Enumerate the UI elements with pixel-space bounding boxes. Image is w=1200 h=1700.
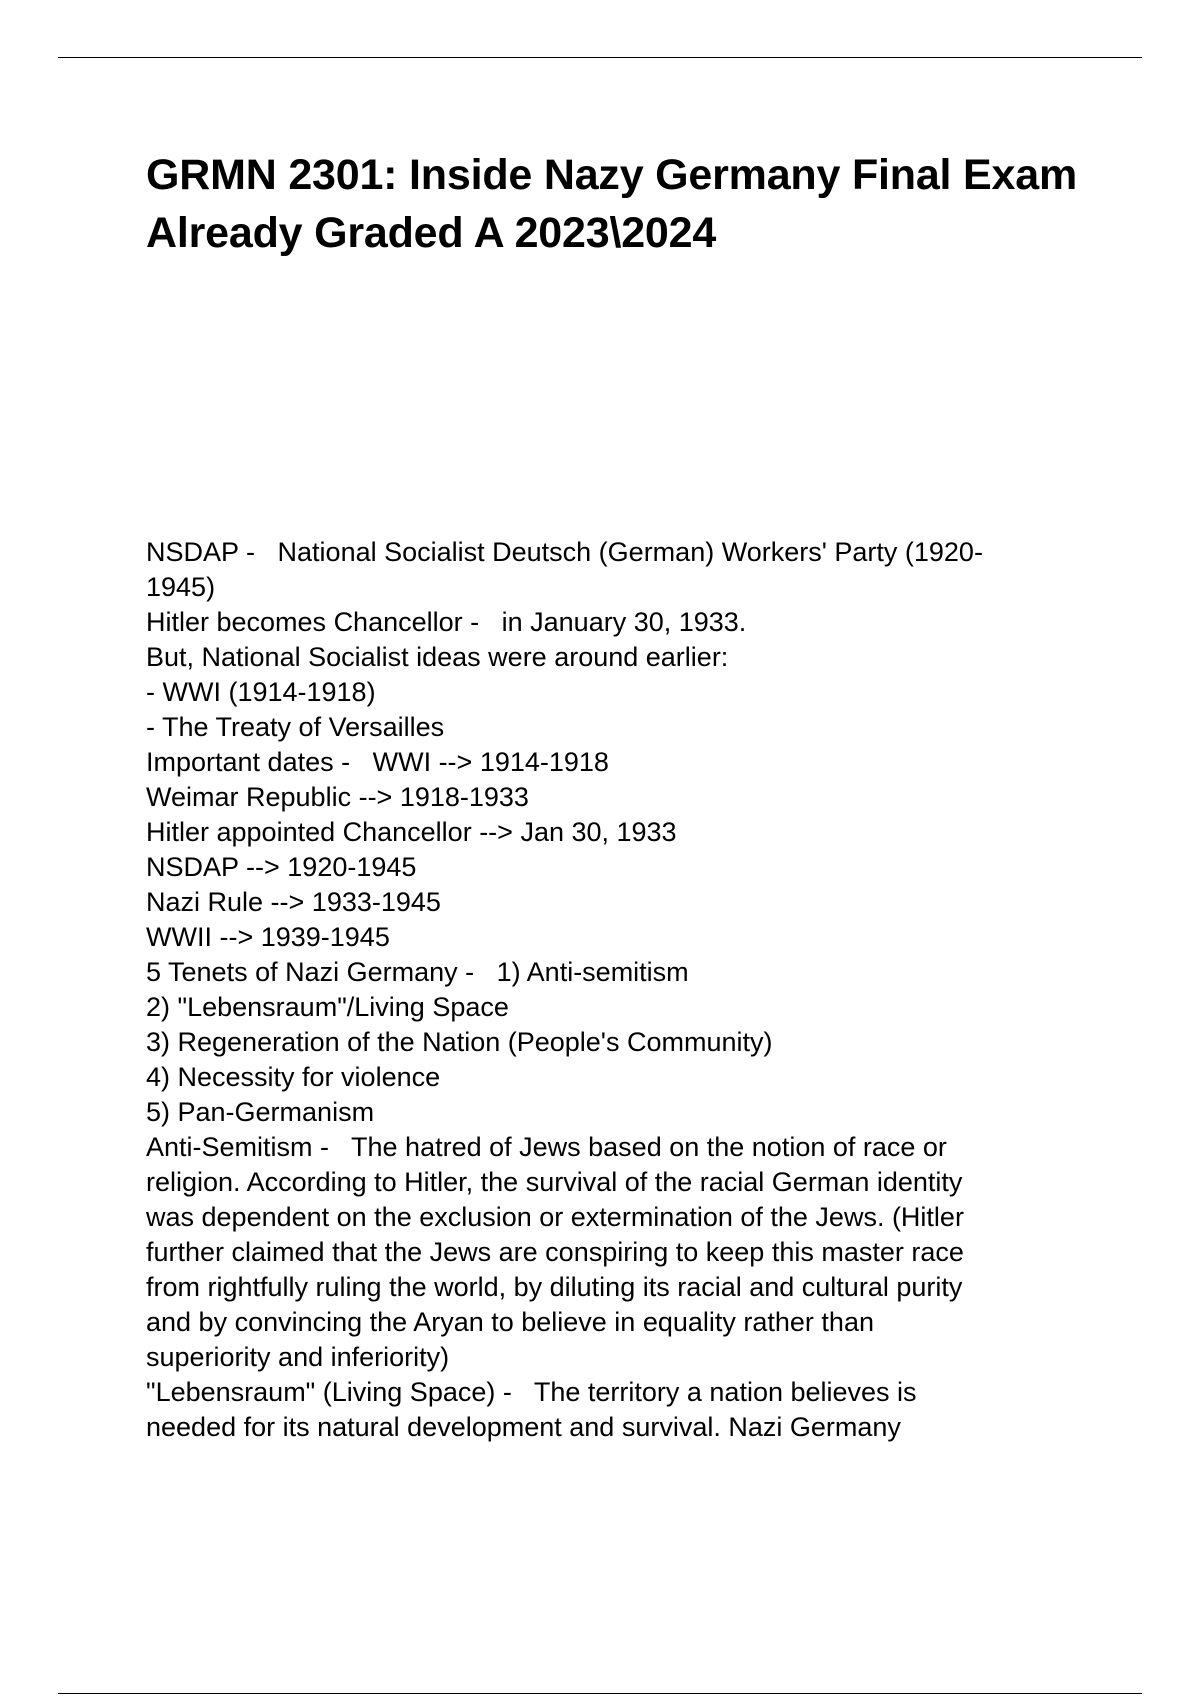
top-rule	[58, 57, 1142, 58]
body-line: "Lebensraum" (Living Space) - The territory a nation believes is	[146, 1377, 917, 1407]
body-line: - The Treaty of Versailles	[146, 712, 445, 742]
body-line: 2) "Lebensraum"/Living Space	[146, 992, 509, 1022]
body-line: further claimed that the Jews are conspiring to keep this master race	[146, 1237, 964, 1267]
body-line: 5 Tenets of Nazi Germany - 1) Anti-semitism	[146, 957, 689, 987]
body-line: Hitler becomes Chancellor - in January 30, 1933.	[146, 607, 747, 637]
body-line: Important dates - WWI --> 1914-1918	[146, 747, 609, 777]
body-line: 4) Necessity for violence	[146, 1062, 441, 1092]
body-line: Weimar Republic --> 1918-1933	[146, 782, 529, 812]
body-line: NSDAP --> 1920-1945	[146, 852, 417, 882]
body-line: needed for its natural development and survival. Nazi Germany	[146, 1412, 901, 1442]
body-line: - WWI (1914-1918)	[146, 677, 376, 707]
body-line: religion. According to Hitler, the survival of the racial German identity	[146, 1167, 963, 1197]
document-body	[146, 535, 1086, 1445]
body-line: Anti-Semitism - The hatred of Jews based on the notion of race or	[146, 1132, 947, 1162]
body-line: from rightfully ruling the world, by diluting its racial and cultural purity	[146, 1272, 963, 1302]
body-line: NSDAP - National Socialist Deutsch (German) Workers' Party (1920-	[146, 537, 983, 567]
body-line: WWII --> 1939-1945	[146, 922, 390, 952]
body-line: Nazi Rule --> 1933-1945	[146, 887, 441, 917]
bottom-rule	[58, 1693, 1142, 1694]
body-line: 3) Regeneration of the Nation (People's Community)	[146, 1027, 773, 1057]
body-line: and by convincing the Aryan to believe in equality rather than	[146, 1307, 874, 1337]
body-line: superiority and inferiority)	[146, 1342, 450, 1372]
body-line: Hitler appointed Chancellor --> Jan 30, 1933	[146, 817, 677, 847]
body-line: was dependent on the exclusion or extermination of the Jews. (Hitler	[146, 1202, 964, 1232]
body-line: 1945)	[146, 572, 216, 602]
document-title: GRMN 2301: Inside Nazy Germany Final Exam Already Graded A 2023\2024	[146, 151, 1077, 257]
body-line: 5) Pan-Germanism	[146, 1097, 375, 1127]
body-line: But, National Socialist ideas were around earlier:	[146, 642, 729, 672]
